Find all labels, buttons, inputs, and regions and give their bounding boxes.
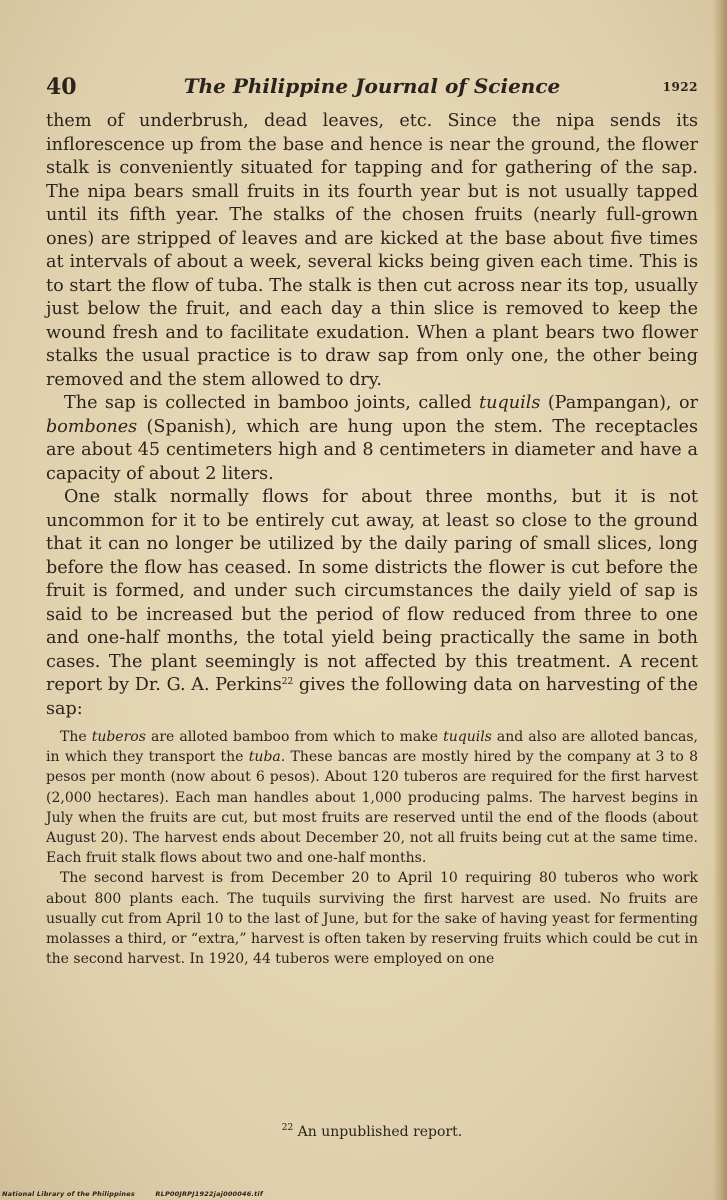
running-header <box>46 74 698 104</box>
footnote <box>46 1124 698 1140</box>
library-credit: National Library of the Philippines <box>2 1190 135 1198</box>
file-identifier: RLP00JRPJ1922jaj000046.tif <box>155 1190 263 1198</box>
page-number: 40 <box>46 74 77 100</box>
scan-footer <box>2 1190 281 1198</box>
footnote-number: 22 <box>281 1123 294 1133</box>
footnote-reference[interactable]: 22 <box>281 677 294 687</box>
quote-paragraph-1: The tuberos are alloted bamboo from which to make tuquils and also are alloted bancas, in which they transport the tuba. These bancas are mostly hired by the company at 3 to 8 pesos per month (now about 6 pesos). About 120 tuberos are required for the first harvest (2,000 hectares). Each man handles about 1,000 producing palms. The harvest begins in July when the fruits are cut, but most fruits are reserved until the end of the floods (about August 20). The harvest ends about December 20, not all fruits being cut at the same time. Each fruit stalk flows about two and one-half months. <box>46 729 699 867</box>
page-edge <box>713 0 727 1200</box>
paragraph-1: them of underbrush, dead leaves, etc. Since the nipa sends its inflorescence up from the base and hence is near the ground, the flower stalk is conveniently situated for tapping and for gathering of the sap. The nipa bears small fruits in its fourth year but is not usually tapped until its fifth year. The stalks of the chosen fruits (nearly full-grown ones) are stripped of leaves and are kicked at the base about five times at intervals of about a week, several kicks being given each time. This is to start the flow of tuba. The stalk is then cut across near its top, usually just below the fruit, and each day a thin slice is removed to keep the wound fresh and to facilitate exudation. When a plant bears two flower stalks the usual practice is to draw sap from only one, the other being removed and the stem allowed to dry. <box>46 111 698 390</box>
journal-title: The Philippine Journal of Science <box>183 74 561 98</box>
footnote-text: An unpublished report. <box>293 1124 463 1140</box>
paragraph-2: The sap is collected in bamboo joints, called tuquils (Pampangan), or bombones (Spanish), which are hung upon the stem. The receptacles are about 45 centimeters high and 8 centimeters in diameter and have a capacity of about 2 liters. <box>46 393 698 484</box>
article-body <box>46 110 698 969</box>
quoted-report <box>46 727 698 969</box>
header-year: 1922 <box>662 80 698 94</box>
quote-paragraph-2: The second harvest is from December 20 to April 10 requiring 80 tuberos who work about 800 plants each. The tuquils surviving the first harvest are used. No fruits are usually cut from April 10 to the last of June, but for the sake of having yeast for fermenting molasses a third, or “extra,” harvest is often taken by reserving fruits which could be cut in the second harvest. In 1920, 44 tuberos were employed on one <box>46 870 698 968</box>
paragraph-3: One stalk normally flows for about three months, but it is not uncommon for it to be entirely cut away, at least so close to the ground that it can no longer be utilized by the daily paring of small slices, long before the flow has ceased. In some districts the flower is cut before the fruit is formed, and under such circumstances the daily yield of sap is said to be increased but the period of flow reduced from three to one and one-half months, the total yield being practically the same in both cases. The plant seemingly is not affected by this treatment. A recent report by Dr. G. A. Perkins$^{22}$ gives the following data on harvesting of the sap: <box>46 487 698 719</box>
